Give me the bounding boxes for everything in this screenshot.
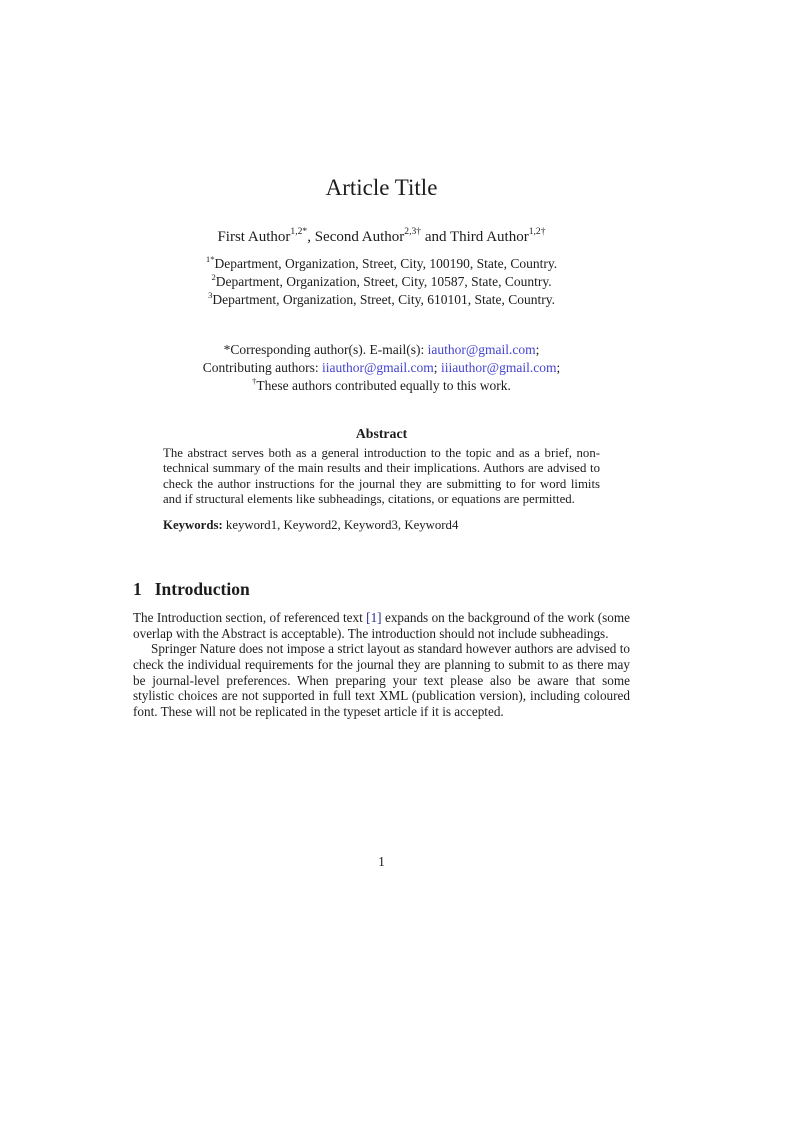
email-link-contributing-1[interactable]: iiauthor@gmail.com bbox=[322, 360, 434, 376]
section-heading-introduction bbox=[133, 579, 630, 600]
text-block bbox=[133, 0, 630, 869]
abstract-text: The abstract serves both as a general introduction to the topic and as a brief, non-technical summary of the main results and their implications. Authors are advised to check the author instructions for the journal they are submitting to for word limits and if structural elements like subheadings, citations, or equations are permitted. bbox=[163, 446, 600, 506]
affiliation-superscript: 3 bbox=[208, 289, 213, 300]
affiliation-1 bbox=[133, 255, 630, 273]
punctuation: ; bbox=[556, 360, 561, 376]
author-first bbox=[217, 225, 308, 245]
keywords-text: keyword1, Keyword2, Keyword3, Keyword4 bbox=[222, 517, 459, 532]
author-superscript: 1,2* bbox=[290, 225, 308, 237]
page-number: 1 bbox=[378, 854, 385, 869]
author-name: First Author bbox=[217, 228, 291, 245]
article-title: Article Title bbox=[325, 175, 438, 200]
affiliation-superscript: 1* bbox=[205, 253, 215, 264]
abstract-heading: Abstract bbox=[355, 426, 408, 442]
paragraph-text: expands on the background of the work (some overlap with the Abstract is acceptable). The introduction should not include subheadings. bbox=[133, 609, 630, 641]
punctuation: ; bbox=[535, 342, 540, 358]
dagger-symbol: † bbox=[252, 375, 257, 386]
author-separator: and bbox=[421, 228, 450, 245]
contributing-label: Contributing authors: bbox=[202, 360, 322, 376]
keywords-line bbox=[163, 517, 600, 533]
author-third bbox=[449, 225, 546, 245]
contributing-authors-line bbox=[133, 359, 630, 377]
author-name: Second Author bbox=[314, 228, 405, 245]
corresponding-author-line bbox=[133, 341, 630, 359]
section-number: 1 bbox=[133, 578, 142, 599]
affiliation-text: Department, Organization, Street, City, 610101, State, Country. bbox=[212, 292, 555, 308]
equal-contribution-line bbox=[133, 377, 630, 395]
author-separator: , bbox=[307, 228, 315, 245]
author-superscript: 2,3† bbox=[404, 225, 422, 237]
author-second bbox=[314, 225, 422, 245]
affiliation-2 bbox=[133, 273, 630, 291]
affiliation-list bbox=[133, 255, 630, 309]
citation-link-1[interactable]: [1] bbox=[366, 609, 382, 625]
author-superscript: 1,2† bbox=[528, 225, 546, 237]
equal-contribution-text: These authors contributed equally to this work. bbox=[256, 378, 511, 394]
keywords-label: Keywords: bbox=[163, 517, 223, 532]
introduction-paragraph-1 bbox=[133, 610, 630, 641]
affiliation-3 bbox=[133, 291, 630, 309]
affiliation-superscript: 2 bbox=[211, 271, 216, 282]
punctuation: ; bbox=[433, 360, 441, 376]
section-title: Introduction bbox=[154, 578, 250, 599]
introduction-paragraph-2: Springer Nature does not impose a strict layout as standard however authors are advised to check the individual requirements for the journal they are planning to submit to as there may be journal-level preferences. When preparing your text please also be aware that some stylistic choices are not supported in full text XML (publication version), including coloured font. These will not be replicated in the typeset article if it is accepted. bbox=[133, 641, 630, 720]
affiliation-text: Department, Organization, Street, City, 100190, State, Country. bbox=[214, 256, 558, 272]
author-line bbox=[133, 225, 630, 248]
corresponding-label: *Corresponding author(s). E-mail(s): bbox=[223, 342, 428, 358]
email-link-contributing-2[interactable]: iiiauthor@gmail.com bbox=[440, 360, 557, 376]
email-link-corresponding[interactable]: iauthor@gmail.com bbox=[427, 342, 536, 358]
author-name: Third Author bbox=[449, 228, 529, 245]
correspondence-block bbox=[133, 341, 630, 395]
paragraph-text: The Introduction section, of referenced text bbox=[133, 609, 367, 625]
affiliation-text: Department, Organization, Street, City, 10587, State, Country. bbox=[215, 274, 552, 290]
